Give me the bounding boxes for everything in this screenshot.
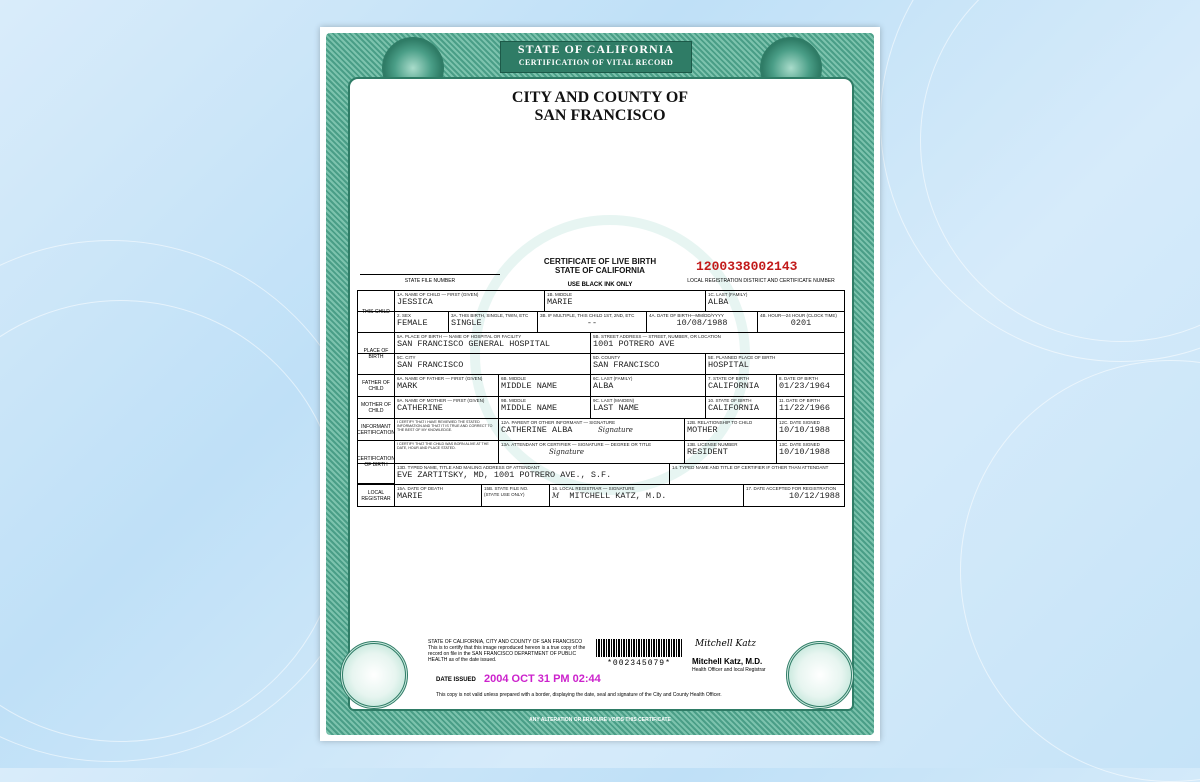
health-officer-name: Mitchell Katz, M.D. [692, 657, 763, 666]
dob-cell [647, 312, 758, 332]
section-father: FATHER OF CHILD [358, 375, 395, 396]
form-row-registrar [358, 485, 844, 506]
field-label: 3B. IF MULTIPLE, THIS CHILD 1ST, 2ND, ETC [540, 313, 635, 318]
father-middle-name: MIDDLE NAME [501, 381, 558, 391]
county-title-line2: SAN FRANCISCO [534, 107, 666, 124]
field-label: 4B. HOUR—24 HOUR (CLOCK TIME) [760, 313, 837, 318]
accepted-date: 10/12/1988 [788, 491, 840, 501]
informant-signature: Signature [597, 426, 633, 434]
field-label: 6A. NAME OF FATHER — FIRST (GIVEN) [397, 376, 483, 381]
field-label: 5C. CITY [397, 355, 416, 360]
informant-date: 10/10/1988 [779, 425, 831, 435]
field-label: 2. SEX [397, 313, 412, 318]
attendant-name: EVE ZARTITSKY, MD, 1001 POTRERO AVE., S.F. [397, 470, 612, 480]
informant-name-text: CATHERINE ALBA [501, 425, 573, 435]
street-cell [591, 333, 844, 353]
relationship: MOTHER [687, 425, 718, 435]
mother-middle-cell [499, 397, 591, 418]
informant-name [499, 425, 684, 435]
multiple-cell [538, 312, 647, 332]
city: SAN FRANCISCO [397, 360, 464, 370]
banner-state: STATE OF CALIFORNIA [517, 42, 675, 56]
child-first-name: JESSICA [397, 297, 433, 307]
field-label: 16. LOCAL REGISTRAR — SIGNATURE [552, 486, 635, 491]
field-label: 6C. LAST (FAMILY) [593, 376, 633, 381]
registrar-signature-cell [550, 485, 744, 506]
field-label: 3A. THIS BIRTH, SINGLE, TWIN, ETC [451, 313, 529, 318]
informant-statement-cell [395, 419, 499, 440]
form-row-father [358, 375, 844, 397]
field-label: 5E. PLANNED PLACE OF BIRTH [708, 355, 776, 360]
state-seal-icon [340, 641, 408, 709]
county-title [320, 89, 880, 125]
form-row-attendant [358, 464, 844, 485]
mother-dob-cell [777, 397, 844, 418]
father-middle-cell [499, 375, 591, 396]
field-label: 4A. DATE OF BIRTH—MM/DD/YYYY [649, 313, 724, 318]
state-banner [500, 41, 692, 73]
birth-hour: 0201 [790, 318, 812, 328]
field-label: 12A. PARENT OR OTHER INFORMANT — SIGNATURE [501, 420, 616, 425]
mother-dob: 11/22/1966 [779, 403, 831, 413]
mother-last-cell [591, 397, 706, 418]
accepted-date-cell [744, 485, 844, 506]
form-row-informant [358, 419, 844, 441]
father-last-name: ALBA [593, 381, 614, 391]
certification-date-cell [777, 441, 844, 463]
certification-statement-footer: STATE OF CALIFORNIA, CITY AND COUNTY OF SAN FRANCISCO This is to certify that this image reproduced hereon is a true copy of the record on file in the SAN FRANCISCO DEPARTMENT OF PUBLIC HEALTH as of the date issued. [428, 639, 586, 663]
child-middle-name: MARIE [547, 297, 573, 307]
background-wave [960, 360, 1200, 782]
father-state-cell [706, 375, 777, 396]
section-place: PLACE OF BIRTH [358, 333, 395, 375]
certificate-number: 1200338002143 [696, 259, 798, 274]
alteration-warning: ANY ALTERATION OR ERASURE VOIDS THIS CERTIFICATE [529, 717, 671, 723]
child-first-cell [395, 291, 545, 311]
field-label: 9B. MIDDLE [501, 398, 527, 403]
field-sub-label: (STATE USE ONLY) [484, 492, 525, 497]
field-label: 12B. RELATIONSHIP TO CHILD [687, 420, 753, 425]
field-label: 1C. LAST (FAMILY) [708, 292, 748, 297]
father-dob-cell [777, 375, 844, 396]
validity-note: This copy is not valid unless prepared with a border, displaying the date, seal and signature of the City and County Health Officer. [436, 692, 722, 698]
facility-cell [395, 333, 591, 353]
mother-first-name: CATHERINE [397, 403, 443, 413]
field-label: 13B. LICENSE NUMBER [687, 442, 738, 447]
health-officer-title: Health Officer and local Registrar [692, 667, 766, 673]
field-label: 13A. ATTENDANT OR CERTIFIER — SIGNATURE — DEGREE OR TITLE [501, 442, 652, 447]
death-date: MARIE [397, 491, 423, 501]
field-label: 15A. DATE OF DEATH [397, 486, 443, 491]
registrar-name: MITCHELL KATZ, M.D. [569, 491, 667, 501]
facility: SAN FRANCISCO GENERAL HOSPITAL [397, 339, 551, 349]
barcode-number: *002345079* [607, 659, 671, 668]
informant-date-cell [777, 419, 844, 440]
registrar-initial: M [552, 492, 560, 500]
city-cell [395, 354, 591, 374]
field-label: 11. DATE OF BIRTH [779, 398, 821, 403]
child-last-cell [706, 291, 844, 311]
form-row-child-name [358, 291, 844, 315]
planned-place: HOSPITAL [708, 360, 749, 370]
birth-certificate-document [320, 27, 880, 741]
certificate-subtitle: STATE OF CALIFORNIA [555, 266, 645, 275]
license-cell [685, 441, 777, 463]
state-file-label: STATE FILE NUMBER [404, 278, 456, 284]
field-label: 13D. TYPED NAME, TITLE AND MAILING ADDRESS OF ATTENDANT [397, 465, 540, 470]
field-label: 8. DATE OF BIRTH [779, 376, 818, 381]
father-state: CALIFORNIA [708, 381, 760, 391]
certificate-title: CERTIFICATE OF LIVE BIRTH [543, 257, 657, 266]
field-label: 17. DATE ACCEPTED FOR REGISTRATION [746, 486, 837, 491]
field-label: 6B. MIDDLE [501, 376, 527, 381]
state-file-line [360, 274, 500, 275]
section-informant: INFORMANT CERTIFICATION [358, 419, 395, 440]
field-label: 1B. MIDDLE [547, 292, 573, 297]
form-row-mother [358, 397, 844, 419]
field-label: 5B. STREET ADDRESS — STREET, NUMBER, OR LOCATION [593, 334, 721, 339]
attendant-signature-cell [499, 441, 685, 463]
hour-cell [758, 312, 844, 332]
sex-cell [395, 312, 449, 332]
field-label: 14. TYPED NAME AND TITLE OF CERTIFIER IF OTHER THAN ATTENDANT [672, 465, 829, 470]
county: SAN FRANCISCO [593, 360, 660, 370]
local-registration-label: LOCAL REGISTRATION DISTRICT AND CERTIFICATE NUMBER [687, 278, 835, 284]
field-label: 7. STATE OF BIRTH [708, 376, 750, 381]
street: 1001 POTRERO AVE [593, 339, 675, 349]
death-file-cell [482, 485, 550, 506]
field-label: 5A. PLACE OF BIRTH — NAME OF HOSPITAL OR FACILITY [397, 334, 522, 339]
license-number: RESIDENT [687, 447, 728, 457]
section-mother: MOTHER OF CHILD [358, 397, 395, 418]
county-cell [591, 354, 706, 374]
field-label: 1A. NAME OF CHILD — FIRST (GIVEN) [397, 292, 479, 297]
mother-state: CALIFORNIA [708, 403, 760, 413]
informant-statement: I CERTIFY THAT I HAVE REVIEWED THE STATED INFORMATION AND THAT IT IS TRUE AND CORRECT TO THE BEST OF MY KNOWLEDGE. [397, 420, 493, 433]
certification-date: 10/10/1988 [779, 447, 831, 457]
date-issued-label: DATE ISSUED [436, 677, 476, 683]
section-registrar: LOCAL REGISTRAR [358, 485, 395, 506]
certifier-cell [670, 464, 844, 484]
attendant-signature: Signature [549, 448, 585, 456]
banner-certification: CERTIFICATION OF VITAL RECORD [518, 58, 674, 67]
field-label: 13C. DATE SIGNED [779, 442, 820, 447]
section-child: THIS CHILD [358, 291, 395, 333]
informant-signature-cell [499, 419, 685, 440]
birth-type-cell [449, 312, 538, 332]
child-last-name: ALBA [708, 297, 729, 307]
father-first-cell [395, 375, 499, 396]
father-last-cell [591, 375, 706, 396]
field-label: 9C. LAST (MAIDEN) [593, 398, 635, 403]
barcode-icon [596, 639, 682, 657]
death-cell [395, 485, 482, 506]
planned-cell [706, 354, 844, 374]
certification-statement: I CERTIFY THAT THE CHILD WAS BORN ALIVE AT THE DATE, HOUR AND PLACE STATED. [397, 442, 489, 451]
mother-last-name: LAST NAME [593, 403, 639, 413]
form-row-child-details [358, 312, 844, 333]
city-seal-icon [786, 641, 854, 709]
mother-state-cell [706, 397, 777, 418]
form-row-place-city [358, 354, 844, 375]
health-officer-signature: Mitchell Katz [695, 639, 756, 649]
certificate-form-grid [357, 290, 845, 507]
county-title-line1: CITY AND COUNTY OF [511, 89, 689, 106]
field-label: 15B. STATE FILE NO. [484, 486, 529, 491]
date-issued: 2004 OCT 31 PM 02:44 [484, 673, 601, 685]
mother-middle-name: MIDDLE NAME [501, 403, 558, 413]
field-label: 12C. DATE SIGNED [779, 420, 820, 425]
section-certification: CERTIFICATION OF BIRTH [358, 441, 395, 484]
field-label: 10. STATE OF BIRTH [708, 398, 752, 403]
certification-statement-cell [395, 441, 499, 463]
relationship-cell [685, 419, 777, 440]
child-middle-cell [545, 291, 706, 311]
birth-type: SINGLE [451, 318, 482, 328]
field-label: 5D. COUNTY [593, 355, 621, 360]
father-first-name: MARK [397, 381, 418, 391]
child-dob: 10/08/1988 [676, 318, 728, 328]
multiple-order: -- [586, 318, 598, 328]
father-dob: 01/23/1964 [779, 381, 831, 391]
child-sex: FEMALE [397, 318, 428, 328]
ink-instruction: USE BLACK INK ONLY [567, 282, 633, 288]
field-label: 9A. NAME OF MOTHER — FIRST (GIVEN) [397, 398, 485, 403]
attendant-name-cell [395, 464, 670, 484]
mother-first-cell [395, 397, 499, 418]
